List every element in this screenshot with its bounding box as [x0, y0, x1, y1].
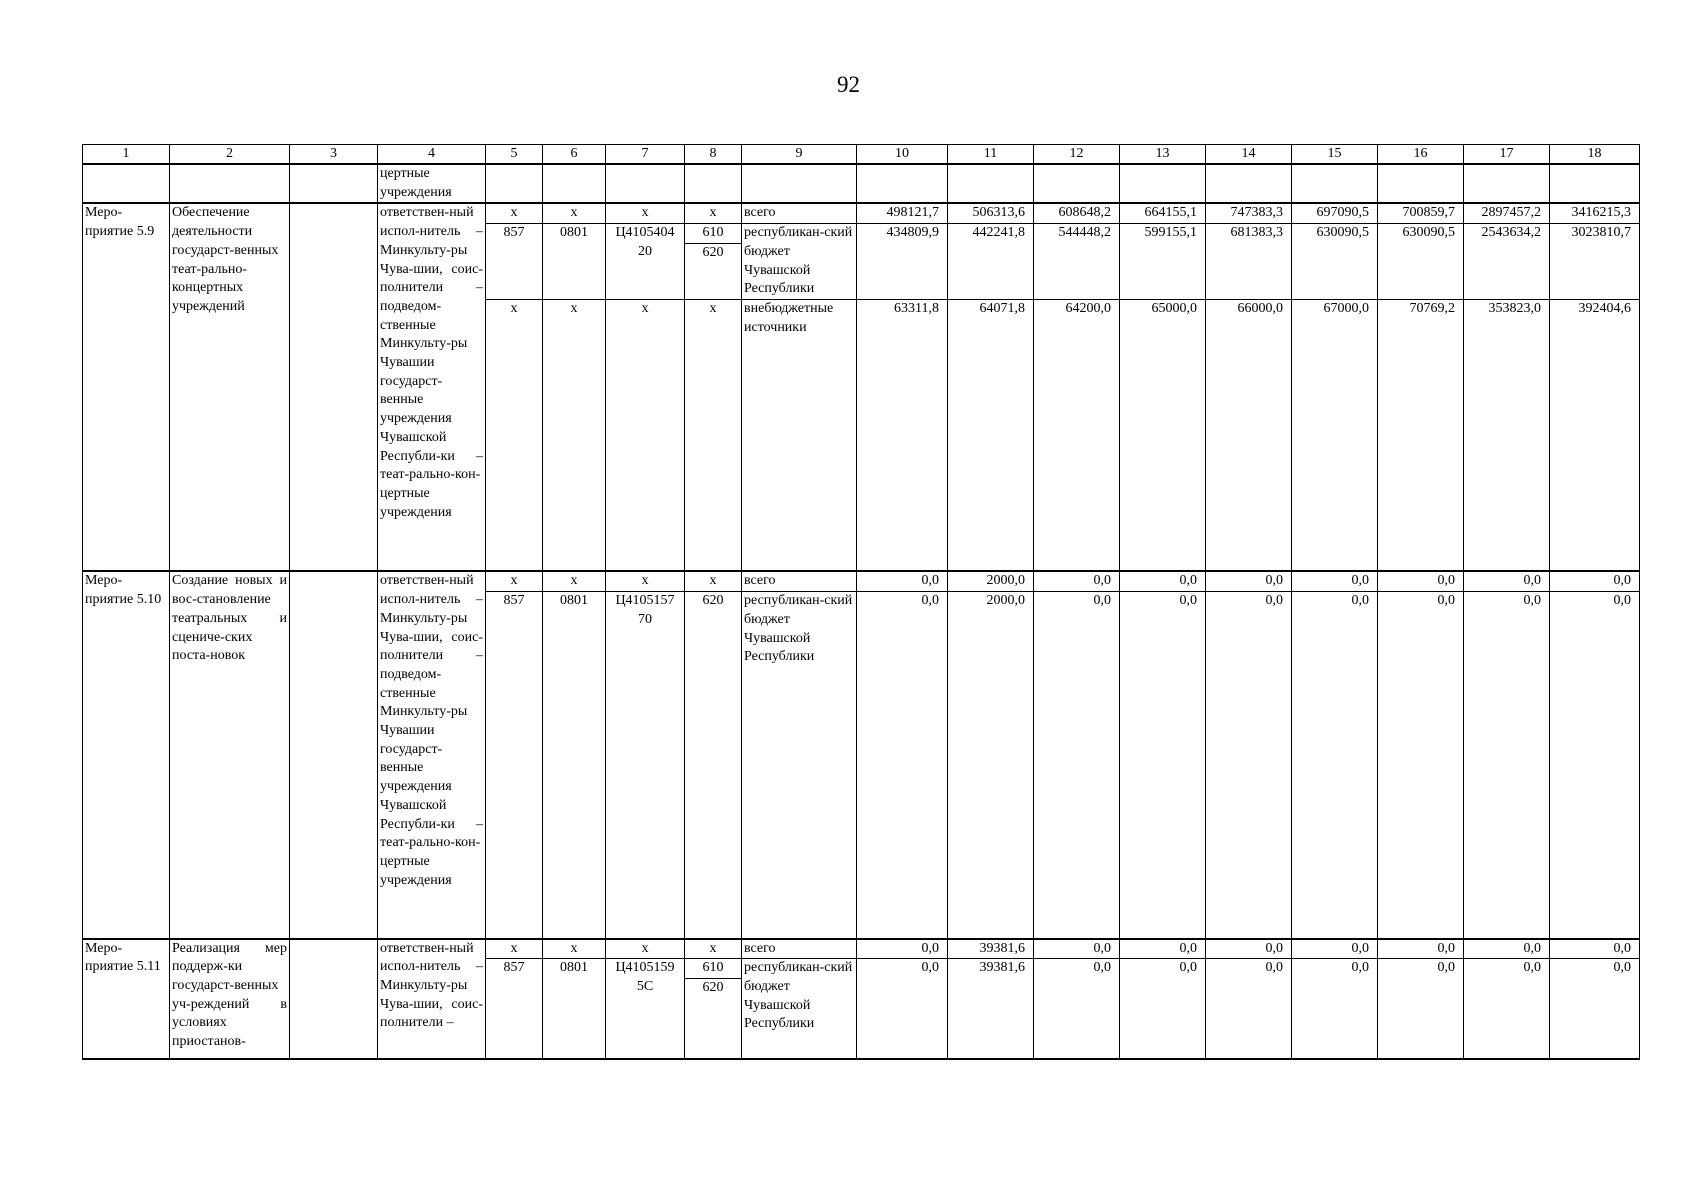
- header-row: [83, 145, 1640, 165]
- value-cell: 599155,1: [1120, 224, 1206, 300]
- measure-title: Обеспечение деятельности государст-венных теат-рально-концертных учреждений: [170, 203, 290, 571]
- code-cell: 610: [685, 959, 742, 979]
- header-cell: 10: [857, 145, 948, 165]
- value-cell: 63311,8: [857, 299, 948, 571]
- code-cell: x: [543, 203, 606, 223]
- budget-table: [82, 144, 1640, 1060]
- value-cell: 2000,0: [948, 571, 1034, 591]
- value-cell: 506313,6: [948, 203, 1034, 223]
- code-cell: x: [606, 203, 685, 223]
- source-cell: республикан-ский бюджет Чувашской Республики: [742, 959, 857, 1059]
- value-cell: 747383,3: [1206, 203, 1292, 223]
- code-cell: 620: [685, 592, 742, 939]
- value-cell: 0,0: [1378, 959, 1464, 1059]
- measure-title: Создание новых и вос-становление театральных и сцениче-ских поста-новок: [170, 571, 290, 938]
- code-cell: Ц4105404 20: [606, 224, 685, 300]
- value-cell: 3416215,3: [1550, 203, 1640, 223]
- value-cell: 0,0: [1550, 959, 1640, 1059]
- value-cell: 0,0: [1550, 571, 1640, 591]
- code-cell: x: [685, 571, 742, 591]
- value-cell: 64071,8: [948, 299, 1034, 571]
- code-cell: x: [685, 939, 742, 959]
- value-cell: 0,0: [1464, 571, 1550, 591]
- value-cell: 0,0: [857, 939, 948, 959]
- value-cell: 0,0: [1206, 571, 1292, 591]
- value-cell: 2000,0: [948, 592, 1034, 939]
- header-cell: 14: [1206, 145, 1292, 165]
- code-cell: x: [685, 203, 742, 223]
- value-cell: 664155,1: [1120, 203, 1206, 223]
- value-cell: 0,0: [857, 592, 948, 939]
- value-cell: 544448,2: [1034, 224, 1120, 300]
- code-cell: 0801: [543, 224, 606, 300]
- page-number: 92: [837, 72, 860, 97]
- value-cell: 630090,5: [1378, 224, 1464, 300]
- executor-cell: ответствен-ный испол-нитель – Минкульту-ры Чува-шии, соис-полнители – подведом-ственные Минкульту-ры Чувашии государст-венные учреждения Чувашской Республи-ки – теат-рально-кон-цертные учреждения: [378, 203, 486, 571]
- value-cell: 0,0: [1292, 959, 1378, 1059]
- value-cell: 0,0: [1292, 571, 1378, 591]
- executor-cell: цертные учреждения: [378, 164, 486, 203]
- value-cell: 0,0: [1120, 571, 1206, 591]
- code-cell: 0801: [543, 959, 606, 1059]
- value-cell: 0,0: [1034, 571, 1120, 591]
- value-cell: 0,0: [1550, 592, 1640, 939]
- code-cell: x: [486, 299, 543, 571]
- value-cell: 0,0: [1120, 959, 1206, 1059]
- code-cell: 857: [486, 224, 543, 300]
- header-cell: 12: [1034, 145, 1120, 165]
- header-cell: 2: [170, 145, 290, 165]
- header-cell: 9: [742, 145, 857, 165]
- value-cell: 0,0: [1464, 959, 1550, 1059]
- code-cell: 620: [685, 243, 742, 299]
- header-cell: 7: [606, 145, 685, 165]
- header-cell: 15: [1292, 145, 1378, 165]
- value-cell: 0,0: [1464, 592, 1550, 939]
- measure-number: Меро-приятие 5.11: [83, 939, 170, 1059]
- code-cell: 620: [685, 979, 742, 1059]
- value-cell: 0,0: [857, 959, 948, 1059]
- value-cell: 681383,3: [1206, 224, 1292, 300]
- measure-title: Реализация мер поддерж-ки государст-венных уч-реждений в условиях приостанов-: [170, 939, 290, 1059]
- code-cell: 610: [685, 224, 742, 244]
- value-cell: 0,0: [857, 571, 948, 591]
- value-cell: 0,0: [1292, 592, 1378, 939]
- header-cell: 4: [378, 145, 486, 165]
- code-cell: x: [543, 299, 606, 571]
- value-cell: 0,0: [1034, 592, 1120, 939]
- code-cell: x: [606, 571, 685, 591]
- code-cell: x: [685, 299, 742, 571]
- value-cell: 65000,0: [1120, 299, 1206, 571]
- value-cell: 630090,5: [1292, 224, 1378, 300]
- value-cell: 0,0: [1464, 939, 1550, 959]
- value-cell: 608648,2: [1034, 203, 1120, 223]
- code-cell: 857: [486, 959, 543, 1059]
- value-cell: 67000,0: [1292, 299, 1378, 571]
- code-cell: x: [606, 299, 685, 571]
- value-cell: 2897457,2: [1464, 203, 1550, 223]
- code-cell: Ц4105157 70: [606, 592, 685, 939]
- value-cell: 0,0: [1120, 592, 1206, 939]
- table-row: [83, 571, 1640, 591]
- value-cell: 697090,5: [1292, 203, 1378, 223]
- source-cell: республикан-ский бюджет Чувашской Республики: [742, 224, 857, 300]
- value-cell: 442241,8: [948, 224, 1034, 300]
- value-cell: 434809,9: [857, 224, 948, 300]
- header-cell: 8: [685, 145, 742, 165]
- value-cell: 353823,0: [1464, 299, 1550, 571]
- header-cell: 13: [1120, 145, 1206, 165]
- continuation-row: [83, 164, 1640, 203]
- value-cell: 39381,6: [948, 939, 1034, 959]
- value-cell: 2543634,2: [1464, 224, 1550, 300]
- value-cell: 0,0: [1378, 592, 1464, 939]
- source-cell: внебюджетные источники: [742, 299, 857, 571]
- value-cell: 0,0: [1206, 592, 1292, 939]
- code-cell: 857: [486, 592, 543, 939]
- header-cell: 17: [1464, 145, 1550, 165]
- value-cell: 0,0: [1206, 939, 1292, 959]
- code-cell: x: [543, 939, 606, 959]
- source-cell: всего: [742, 939, 857, 959]
- header-cell: 16: [1378, 145, 1464, 165]
- value-cell: 392404,6: [1550, 299, 1640, 571]
- code-cell: x: [606, 939, 685, 959]
- code-cell: x: [486, 939, 543, 959]
- value-cell: 0,0: [1292, 939, 1378, 959]
- header-cell: 1: [83, 145, 170, 165]
- header-cell: 18: [1550, 145, 1640, 165]
- code-cell: x: [486, 571, 543, 591]
- value-cell: 70769,2: [1378, 299, 1464, 571]
- value-cell: 0,0: [1120, 939, 1206, 959]
- code-cell: 0801: [543, 592, 606, 939]
- source-cell: республикан-ский бюджет Чувашской Республики: [742, 592, 857, 939]
- code-cell: Ц4105159 5С: [606, 959, 685, 1059]
- table-row: [83, 203, 1640, 223]
- code-cell: x: [486, 203, 543, 223]
- value-cell: 0,0: [1378, 571, 1464, 591]
- value-cell: 0,0: [1034, 959, 1120, 1059]
- value-cell: 66000,0: [1206, 299, 1292, 571]
- value-cell: 64200,0: [1034, 299, 1120, 571]
- header-cell: 3: [290, 145, 378, 165]
- value-cell: 498121,7: [857, 203, 948, 223]
- source-cell: всего: [742, 571, 857, 591]
- header-cell: 6: [543, 145, 606, 165]
- header-cell: 5: [486, 145, 543, 165]
- measure-number: Меро-приятие 5.9: [83, 203, 170, 571]
- executor-cell: ответствен-ный испол-нитель – Минкульту-ры Чува-шии, соис-полнители –: [378, 939, 486, 1059]
- value-cell: 0,0: [1378, 939, 1464, 959]
- value-cell: 0,0: [1034, 939, 1120, 959]
- measure-number: Меро-приятие 5.10: [83, 571, 170, 938]
- value-cell: 39381,6: [948, 959, 1034, 1059]
- executor-cell: ответствен-ный испол-нитель – Минкульту-ры Чува-шии, соис-полнители – подведом-ственные Минкульту-ры Чувашии государст-венные учреждения Чувашской Республи-ки – теат-рально-кон-цертные учреждения: [378, 571, 486, 938]
- value-cell: 0,0: [1550, 939, 1640, 959]
- value-cell: 700859,7: [1378, 203, 1464, 223]
- value-cell: 3023810,7: [1550, 224, 1640, 300]
- table-row: [83, 939, 1640, 959]
- value-cell: 0,0: [1206, 959, 1292, 1059]
- code-cell: x: [543, 571, 606, 591]
- source-cell: всего: [742, 203, 857, 223]
- header-cell: 11: [948, 145, 1034, 165]
